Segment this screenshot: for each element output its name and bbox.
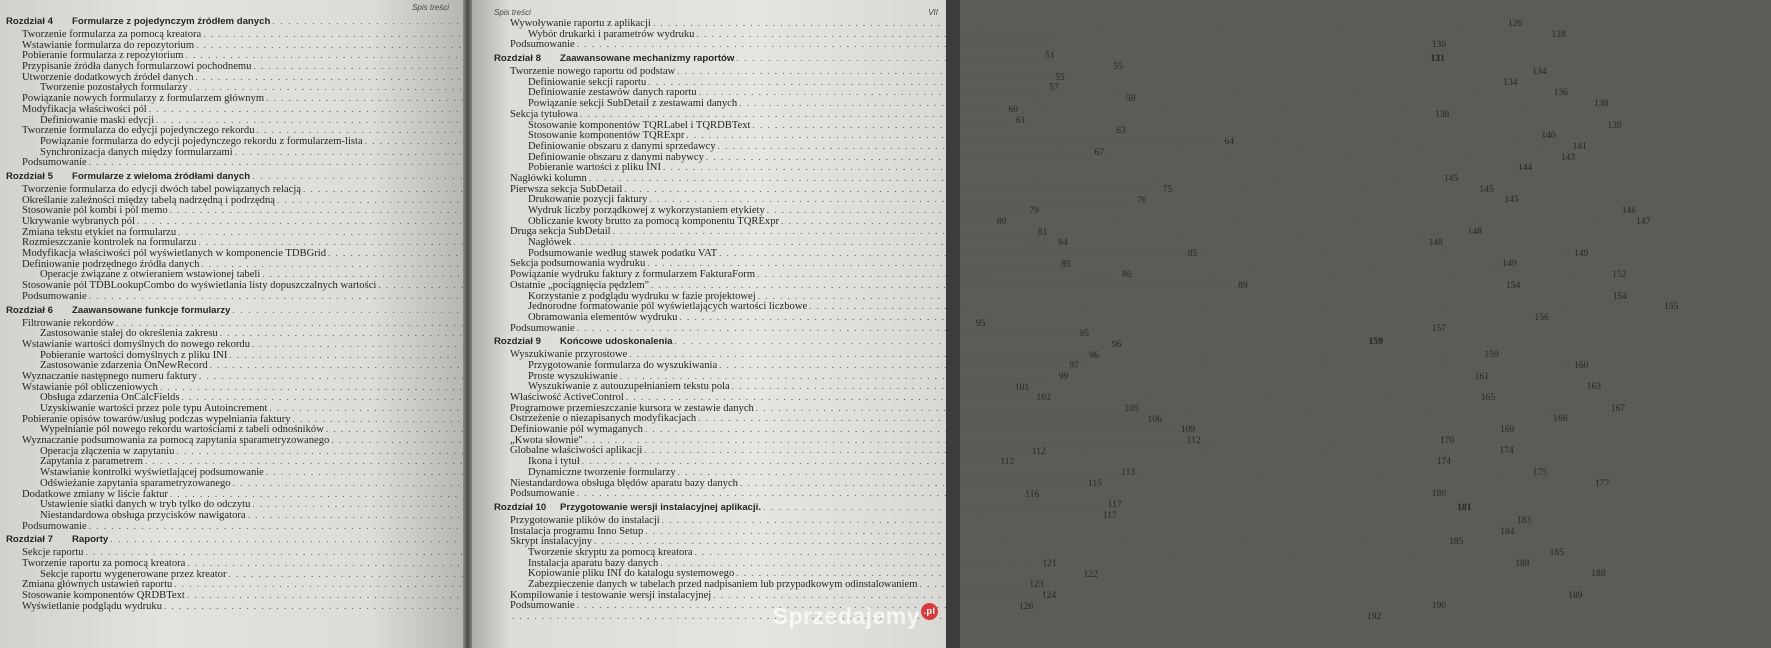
dot-leader: [574, 237, 1425, 248]
toc-page-number: 76: [1136, 195, 1147, 206]
toc-subentry: [494, 301, 1679, 313]
toc-subentry: [494, 290, 1627, 302]
toc-entry-title: Tworzenie formularza do edycji pojedynczego rekordu: [22, 125, 255, 137]
toc-entry-title: Podsumowanie: [510, 322, 575, 334]
toc-entry-title: Ukrywanie wybranych pól: [22, 216, 135, 227]
chapter-heading: [6, 171, 449, 184]
dot-leader: [763, 502, 1455, 512]
toc-page-number: 154: [1506, 280, 1521, 291]
toc-entry-title: Wyznaczanie następnego numeru faktury: [22, 370, 197, 382]
toc-entry-title: Modyfikacja właściwości pól wyświetlanych w komponencie TDBGrid: [22, 248, 327, 260]
toc-page-number: 169: [1499, 425, 1515, 436]
dot-leader: [736, 53, 1428, 63]
toc-entry-title: Zabezpieczenie danych w tabelach przed nadpisaniem lub przypadkowym odinstalowaniem: [528, 579, 918, 590]
dot-leader: [679, 312, 1530, 323]
toc-page-number: 175: [1532, 467, 1547, 478]
toc-entry: [6, 29, 449, 40]
toc-entry-title: Tworzenie formularza do edycji dwóch tabel powiązanych relacją: [22, 183, 301, 195]
dot-leader: [753, 120, 1604, 131]
toc-entry-title: Ostrzeżenie o niezapisanych modyfikacjach: [510, 413, 697, 425]
toc-entry-title: Wstawianie pól obliczeniowych: [22, 381, 158, 393]
toc-page-number: 180: [1431, 489, 1446, 500]
toc-entry-title: Obsługa zdarzenia OnCalcFields: [40, 392, 180, 404]
toc-entry: [6, 291, 449, 302]
toc-entry-title: Nagłówki kolumn: [510, 172, 587, 184]
toc-page-number: 149: [1502, 259, 1517, 270]
toc-entry: [494, 18, 1523, 29]
toc-entry-title: Podsumowanie: [510, 39, 575, 51]
chapter-heading: [6, 305, 449, 318]
book-gutter: [463, 0, 472, 648]
dot-leader: [648, 77, 1499, 88]
toc-entry-title: Operacja złączenia w zapytaniu: [40, 445, 175, 457]
dot-leader: [677, 66, 1528, 77]
toc-entry-title: Niestandardowa obsługa błędów aparatu bazy danych: [510, 477, 738, 489]
toc-entry-title: Odświeżanie zapytania sparametryzowanego: [40, 477, 231, 489]
dot-leader: [660, 558, 1511, 569]
toc-subentry: [494, 579, 938, 590]
dot-leader: [647, 258, 1498, 269]
toc-page-number: 174: [1499, 446, 1514, 457]
toc-page-number: 192: [1367, 612, 1382, 623]
toc-page-number: 126: [1019, 601, 1034, 612]
toc-page-number: 154: [1612, 291, 1627, 302]
toc-entry-title: Definiowanie podrzędnego źródła danych: [22, 258, 200, 270]
dot-leader: [678, 467, 1529, 478]
chapter-label: Rozdział 6: [6, 304, 53, 316]
toc-entry-title: Synchronizacja danych między formularzami: [40, 146, 233, 158]
toc-entry-title: Stosowanie komponentów TQRExpr: [528, 130, 685, 142]
toc-entry-title: Pobieranie opisów towarów/usług podczas wypełniania faktury: [22, 413, 291, 425]
toc-entry-title: Skrypt instalacyjny: [510, 536, 593, 548]
chapter-label: Rozdział 4: [6, 16, 53, 27]
toc-entry-title: Wstawianie kontrolki wyświetlającej podsumowanie: [40, 467, 264, 479]
chapter-title: Raporty: [72, 534, 109, 546]
toc-entry: [494, 536, 1464, 548]
toc-page-number: 128: [1551, 29, 1566, 40]
dot-leader: [756, 403, 1607, 414]
toc-entry-title: Wypełnianie pól nowego rekordu wartościami z tabeli odnośników: [40, 424, 324, 436]
toc-page-number: 86: [1122, 270, 1132, 281]
toc-subentry: [494, 546, 1564, 558]
toc-entry-title: Sekcja tytułowa: [510, 108, 578, 120]
toc-page-number: 85: [1187, 249, 1198, 260]
toc-entry-title: Określanie zależności między tabelą nadrzędną i podrzędną: [22, 194, 275, 206]
toc-page-number: 84: [1058, 238, 1068, 249]
toc-page-number: 170: [1439, 435, 1455, 446]
dot-leader: [732, 381, 1583, 392]
toc-page-number: 155: [1664, 302, 1679, 313]
toc-entry: [6, 157, 449, 168]
toc-entry-title: Wyszukiwanie przyrostowe: [510, 349, 628, 361]
dot-leader: [919, 579, 1770, 590]
toc-entry-title: Ustawienie siatki danych w tryb tylko do odczytu: [40, 499, 251, 511]
toc-page-number: 124: [1041, 591, 1057, 601]
toc-page-number: 130: [1431, 40, 1446, 51]
toc-entry-title: Stosowanie komponentów QRDBText: [22, 590, 185, 601]
toc-page-number: 113: [1121, 468, 1136, 479]
toc-page-number: 105: [1124, 404, 1139, 414]
toc-page-number: 102: [1036, 393, 1051, 404]
toc-entry-title: Instalacja aparatu bazy danych: [528, 557, 659, 569]
toc-entry-title: Zapytania z parametrem: [40, 456, 143, 468]
toc-page-number: 188: [1515, 558, 1530, 569]
chapter-label: Rozdział 9: [494, 336, 541, 348]
right-page-number: VII: [928, 8, 938, 17]
toc-entry-title: Jednorodne formatowanie pól wyświetlających wartości liczbowe: [528, 301, 808, 313]
toc-page-number: 141: [1572, 141, 1587, 152]
chapter-title: Formularze z pojedynczym źródłem danych: [72, 16, 271, 27]
dot-leader: [577, 488, 1428, 499]
toc-entry-title: Tworzenie raportu za pomocą kreatora: [22, 557, 186, 569]
chapter-heading: [6, 16, 449, 29]
toc-entry-title: Obliczanie kwoty brutto za pomocą komponentu TQRExpr: [528, 215, 780, 227]
dot-leader: [718, 141, 1569, 152]
toc-page-number: 138: [1434, 109, 1450, 120]
toc-page-number: 157: [1431, 323, 1446, 334]
dot-leader: [644, 445, 1495, 456]
toc-entry-title: Filtrowanie rekordów: [22, 317, 115, 329]
toc-entry-title: Powiązanie sekcji SubDetail z zestawami danych: [528, 98, 738, 110]
toc-page-number: 145: [1479, 184, 1494, 195]
toc-entry-title: Sekcje raportu: [22, 547, 84, 559]
toc-entry-title: Stosowanie pól kombi i pól memo: [22, 205, 168, 217]
toc-entry-title: Pobieranie wartości domyślnych z pliku INI: [40, 349, 228, 361]
toc-entry-title: Rozmieszczanie kontrolek na formularzu: [22, 237, 197, 249]
toc-entry-title: Tworzenie nowego raportu od podstaw: [510, 66, 676, 78]
dot-leader: [767, 205, 1618, 216]
toc-page-number: 185: [1549, 547, 1564, 558]
toc-page-number: 95: [1079, 329, 1089, 340]
dot-leader: [758, 291, 1609, 302]
toc-page-number: 96: [1089, 350, 1099, 361]
toc-entry-title: Powiązanie nowych formularzy z formularzem głównym: [22, 93, 265, 105]
toc-page-number: 134: [1503, 77, 1518, 88]
toc-entry-title: Dodatkowe zmiany w liście faktur: [22, 488, 168, 500]
toc-entry: [6, 40, 449, 51]
watermark-brand: Sprzedajemy: [772, 603, 920, 629]
toc-entry-title: Druga sekcja SubDetail: [510, 226, 611, 238]
toc-entry: [494, 525, 1515, 537]
right-page-header: [494, 8, 938, 18]
toc-page-number: 67: [1094, 147, 1104, 158]
toc-entry-title: Wydruk liczby porządkowej z wykorzystaniem etykiety: [528, 205, 765, 216]
toc-entry-title: Tworzenie formularza za pomocą kreatora: [22, 29, 202, 40]
toc-page-number: 188: [1591, 569, 1606, 580]
toc-entry-title: Operacje związane z otwieraniem wstawionej tabeli: [40, 269, 261, 281]
toc-page-number: 96: [1111, 339, 1122, 350]
dot-leader: [594, 536, 1445, 547]
chapter-page-number: 181: [1457, 501, 1472, 513]
toc-page-number: 75: [1162, 184, 1173, 195]
toc-page-number: 112: [1186, 436, 1201, 447]
left-header-text: Spis treści: [412, 3, 449, 12]
toc-entry-title: Stosowanie pól TDBLookupCombo do wyświetlania listy dopuszczalnych wartości: [22, 280, 377, 292]
toc-entry-title: Pobieranie formularza z repozytorium: [22, 50, 184, 62]
toc-entry-title: Wstawianie formularza do repozytorium: [22, 39, 195, 51]
toc-page-number: 146: [1621, 206, 1637, 216]
toc-entry-title: Proste wyszukiwanie: [528, 370, 618, 382]
toc-page-number: 156: [1534, 312, 1549, 323]
toc-entry-title: Kopiowanie pliku INI do katalogu systemowego: [528, 568, 735, 580]
toc-entry-title: Ostatnie „pociągnięcia pędzlem": [510, 279, 650, 291]
toc-subentry: [494, 311, 1549, 323]
toc-page-number: 101: [1014, 382, 1030, 393]
toc-entry-title: Definiowanie zestawów danych raportu: [528, 87, 697, 99]
toc-page-number: 159: [1484, 350, 1499, 361]
dot-leader: [582, 456, 1433, 467]
toc-page-number: 79: [1029, 206, 1039, 217]
dot-leader: [580, 109, 1431, 120]
toc-entry-title: Zastosowanie stałej do określenia zakresu: [40, 328, 218, 340]
toc-page-number: 177: [1594, 478, 1610, 489]
toc-page-number: 163: [1586, 382, 1602, 393]
toc-entry-title: Wstawianie wartości domyślnych do nowego rekordu: [22, 338, 251, 350]
toc-entry-title: Podsumowanie: [22, 157, 87, 169]
toc-page-number: 148: [1428, 238, 1443, 249]
toc-page-number: 121: [1042, 558, 1057, 569]
toc-page-number: 55: [1055, 72, 1065, 83]
toc-entry-title: Ikona i tytuł: [528, 456, 580, 468]
chapter-title: Formularze z wieloma źródłami danych: [72, 170, 251, 182]
toc-entry-title: Globalne właściwości aplikacji: [510, 445, 643, 457]
toc-entry-title: Podsumowanie: [22, 520, 87, 532]
watermark: [773, 603, 938, 630]
dot-leader: [698, 413, 1549, 424]
toc-page-number: 112: [1000, 457, 1015, 468]
toc-page-number: 147: [1636, 216, 1651, 227]
toc-page-number: 126: [1507, 19, 1523, 29]
toc-page-number: 145: [1504, 195, 1519, 206]
dot-leader: [624, 184, 1475, 195]
chapter-heading: [6, 534, 449, 547]
toc-subentry: [494, 28, 1566, 40]
toc-entry-title: Podsumowanie: [510, 488, 575, 500]
toc-entry-title: „Kwota słownie": [510, 434, 583, 446]
toc-entry-title: Stosowanie komponentów TQRLabel i TQRDBText: [528, 119, 751, 131]
toc-page-number: 143: [1560, 152, 1576, 163]
toc-entry-title: Drukowanie pozycji faktury: [528, 194, 648, 206]
toc-page-number: 117: [1102, 510, 1117, 521]
dot-leader: [781, 216, 1632, 227]
toc-page-number: 122: [1083, 569, 1098, 580]
toc-page-number: 136: [1553, 88, 1568, 99]
toc-page-number: 145: [1443, 173, 1459, 184]
toc-page-number: 95: [975, 318, 986, 329]
toc-page-number: 174: [1436, 457, 1452, 468]
dot-leader: [577, 600, 1428, 611]
toc-page-number: 134: [1532, 67, 1547, 78]
dot-leader: [649, 194, 1500, 205]
toc-page-number: 116: [1025, 489, 1040, 500]
dot-leader: [589, 173, 1440, 184]
toc-entry-title: Definiowanie sekcji raportu: [528, 76, 647, 88]
toc-page-number: 144: [1517, 163, 1533, 174]
dot-leader: [686, 130, 1537, 141]
dot-leader: [719, 248, 1570, 259]
toc-entry-title: Przygotowanie plików do instalacji: [510, 514, 660, 526]
toc-entry: [494, 172, 1459, 184]
toc-entry-title: Instalacja programu Inno Setup: [510, 525, 644, 537]
toc-entry-title: Definiowanie obszaru z danymi sprzedawcy: [528, 140, 716, 152]
toc-entry: [6, 521, 449, 532]
chapter-label: Rozdział 5: [6, 170, 53, 182]
toc-entry-title: Modyfikacja właściwości pól: [22, 103, 147, 115]
toc-page-number: 59: [1125, 94, 1136, 105]
dot-leader: [585, 435, 1436, 446]
toc-entry-title: Niestandardowa obsługa przycisków nawigatora: [40, 509, 246, 521]
toc-entry-title: Wywoływanie raportu z aplikacji: [510, 18, 651, 29]
toc-page-number: 167: [1610, 403, 1626, 414]
toc-entry-title: Uzyskiwanie wartości przez pole typu Autoincrement: [40, 403, 268, 414]
dot-leader: [699, 87, 1550, 98]
dot-leader: [620, 371, 1471, 382]
toc-page-number: 183: [1516, 515, 1532, 526]
dot-leader: [662, 515, 1513, 526]
toc-entry-title: Utworzenie dodatkowych źródeł danych: [22, 71, 194, 83]
toc-entry-title: Podsumowanie: [22, 290, 87, 302]
dot-leader: [719, 360, 1570, 371]
right-header-text: Spis treści: [494, 8, 531, 17]
chapter-title: Zaawansowane mechanizmy raportów: [560, 53, 735, 65]
dot-leader: [629, 349, 1480, 360]
toc-entry-title: Kompilowanie i testowanie wersji instalacyjnej: [510, 589, 712, 601]
toc-page-number: 138: [1594, 99, 1609, 110]
dot-leader: [577, 323, 1428, 334]
dot-leader: [577, 39, 1428, 50]
toc-entry-title: Powiązanie wydruku faktury z formularzem FakturaForm: [510, 269, 756, 281]
dot-leader: [695, 547, 1546, 558]
left-page-header: [6, 3, 449, 13]
dot-leader: [706, 152, 1557, 163]
dot-leader: [645, 526, 1496, 537]
toc-page-number: 152: [1612, 270, 1627, 281]
dot-leader: [613, 226, 1464, 237]
toc-entry-title: Pobieranie wartości z pliku INI: [528, 162, 661, 174]
toc-page-number: 189: [1568, 590, 1583, 601]
toc-page-number: 165: [1480, 393, 1496, 403]
dot-leader: [653, 18, 1504, 29]
toc-page-number: 160: [1574, 360, 1589, 371]
toc-page-number: 149: [1574, 248, 1589, 259]
dot-leader: [663, 162, 1514, 173]
toc-page-number: 99: [1058, 371, 1069, 382]
watermark-suffix: .pl: [921, 603, 938, 620]
dot-leader: [651, 280, 1502, 291]
toc-entry-title: Definiowanie obszaru z danymi nabywcy: [528, 151, 704, 163]
toc-entry-title: Przypisanie źródła danych formularzowi pochodnemu: [22, 61, 252, 73]
toc-subentry: [494, 162, 1533, 174]
chapter-title: Końcowe udoskonalenia: [560, 336, 673, 348]
chapter-label: Rozdział 10: [494, 501, 547, 513]
toc-page-number: 140: [1541, 131, 1556, 142]
toc-entry-title: Definiowanie maski edycji: [40, 114, 155, 126]
toc-page-number: 185: [1449, 537, 1464, 548]
toc-page-number: 80: [996, 217, 1007, 227]
toc-entry-title: Dynamiczne tworzenie formularzy: [528, 466, 676, 478]
dot-leader: [739, 98, 1590, 109]
toc-page-number: 85: [1061, 259, 1071, 270]
toc-entry-title: Wybór drukarki i parametrów wydruku: [528, 28, 695, 40]
toc-page-number: 123: [1029, 580, 1044, 591]
toc-entry-title: Zmiana głównych ustawień raportu: [22, 579, 173, 591]
dot-leader: [740, 478, 1591, 489]
toc-page-number: 51: [1045, 51, 1055, 62]
toc-entry-title: Zastosowanie zdarzenia OnNewRecord: [40, 360, 208, 372]
toc-entry-title: Wyświetlanie podglądu wydruku: [22, 600, 162, 612]
toc-page-number: 89: [1238, 281, 1248, 292]
toc-page-number: 63: [1116, 126, 1126, 137]
toc-page-number: 190: [1431, 601, 1446, 612]
toc-page-number: 97: [1069, 361, 1079, 372]
toc-entry-title: Przygotowanie formularza do wyszukiwania: [528, 359, 718, 371]
toc-page-number: 109: [1180, 425, 1196, 436]
chapter-title: Przygotowanie wersji instalacyjnej aplikacji.: [560, 501, 762, 513]
toc-entry-title: Właściwość ActiveControl: [510, 392, 624, 403]
toc-page-number: 115: [1087, 478, 1102, 489]
chapter-title: Zaawansowane funkcje formularzy: [72, 304, 231, 316]
toc-page-number: 106: [1147, 414, 1162, 425]
chapter-label: Rozdział 7: [6, 534, 53, 546]
toc-entry-title: Zmiana tekstu etykiet na formularzu: [22, 226, 177, 238]
dot-leader: [645, 424, 1496, 435]
toc-page-number: 112: [1031, 446, 1046, 457]
toc-entry-title: Wyszukiwanie z autouzupełnianiem tekstu pola: [528, 381, 730, 393]
toc-page-number: 139: [1607, 120, 1622, 131]
dot-leader: [757, 269, 1608, 280]
toc-entry-title: Tworzenie pozostałych formularzy: [40, 82, 188, 94]
chapter-page-number: 131: [1430, 53, 1445, 65]
toc-entry-title: Programowe przemieszczanie kursora w zestawie danych: [510, 402, 754, 414]
toc-entry-title: Nagłówek: [528, 237, 572, 249]
toc-page-number: 64: [1224, 136, 1234, 147]
toc-page-number: 55: [1113, 62, 1123, 73]
toc-entry-title: Powiązanie formularza do edycji pojedynczego rekordu z formularzem-lista: [40, 135, 363, 147]
chapter-page-number: 159: [1368, 336, 1383, 348]
toc-page-number: 161: [1474, 371, 1489, 382]
dot-leader: [713, 590, 1564, 601]
toc-entry-title: Tworzenie skryptu za pomocą kreatora: [528, 546, 693, 558]
background-edge: [946, 0, 960, 648]
dot-leader: [626, 392, 1477, 403]
dot-leader: [696, 29, 1547, 40]
toc-entry-title: Podsumowanie według stawek podatku VAT: [528, 247, 718, 259]
toc-page-number: 168: [1553, 414, 1568, 425]
toc-entry-title: Sekcja podsumowania wydruku: [510, 258, 646, 270]
toc-entry-title: Definiowanie pól wymaganych: [510, 424, 643, 436]
toc-page-number: 61: [1015, 115, 1026, 126]
toc-entry-title: Wyznaczanie podsumowania za pomocą zapytania sparametryzowanego: [22, 435, 330, 447]
toc-entry: [6, 547, 449, 558]
chapter-label: Rozdział 8: [494, 53, 541, 65]
toc-page-number: 117: [1107, 500, 1122, 511]
toc-entry: [494, 39, 1446, 51]
toc-entry-title: Sekcje raportu wygenerowane przez kreator: [40, 568, 227, 580]
dot-leader: [736, 568, 1587, 579]
dot-leader: [674, 336, 1366, 346]
toc-page-number: 184: [1500, 526, 1515, 537]
toc-page-number: 81: [1037, 227, 1048, 238]
toc-page-number: 148: [1467, 227, 1482, 238]
dot-leader: [809, 301, 1660, 312]
toc-page-number: 60: [1008, 104, 1018, 115]
toc-entry-title: Obramowania elementów wydruku: [528, 311, 678, 323]
toc-entry-title: Pierwsza sekcja SubDetail: [510, 183, 623, 195]
toc-entry-title: Podsumowanie: [510, 600, 575, 612]
toc-page-number: 57: [1049, 83, 1059, 94]
toc-entry-title: Korzystanie z podglądu wydruku w fazie projektowej: [528, 290, 756, 302]
